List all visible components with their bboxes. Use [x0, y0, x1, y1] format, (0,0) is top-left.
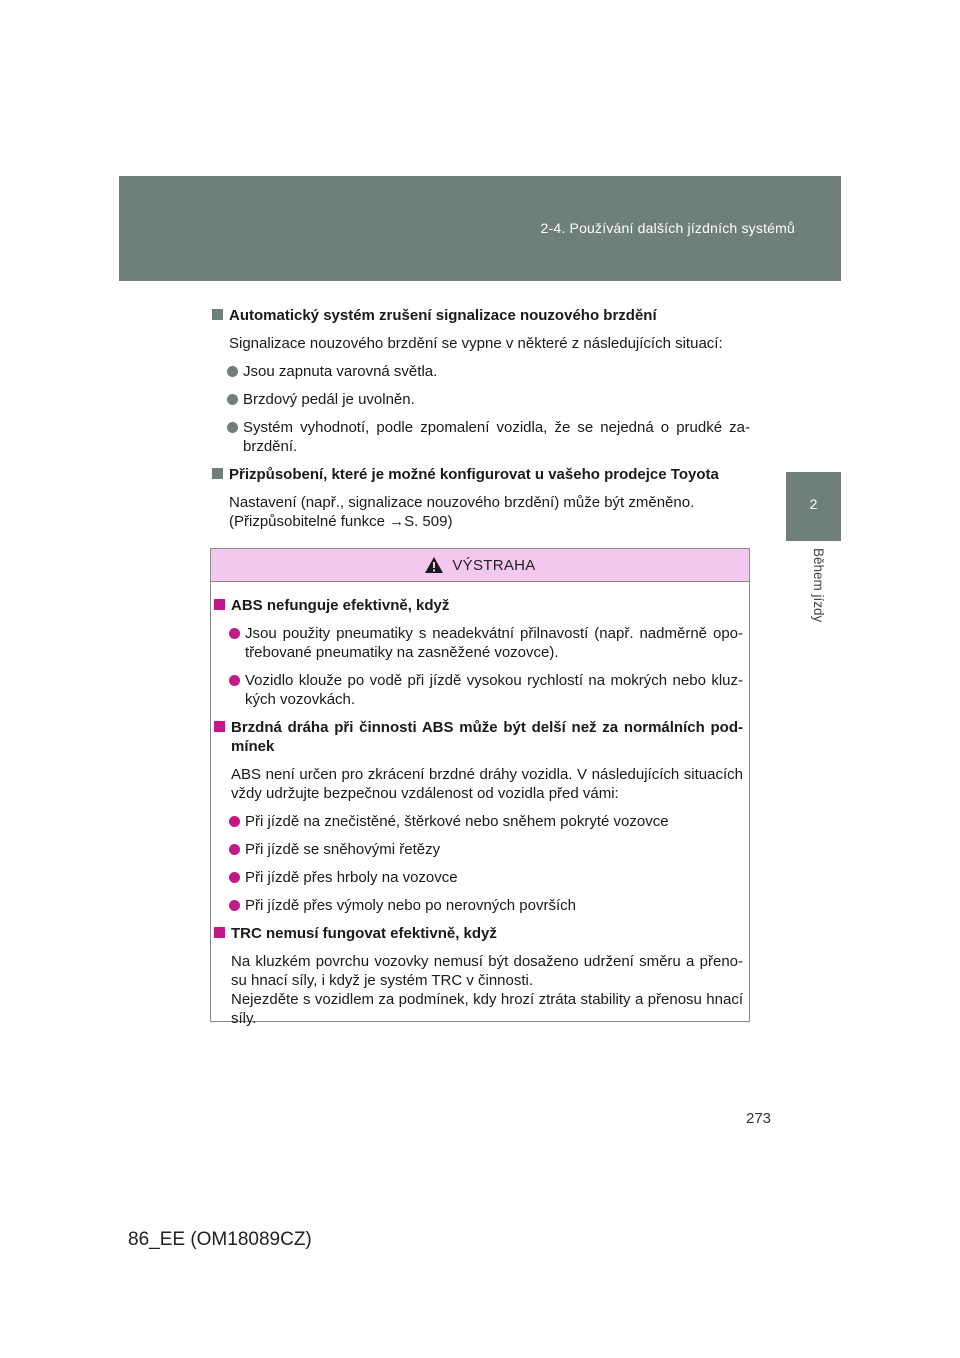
circle-bullet-icon: [229, 900, 240, 911]
section-heading: Přizpůsobení, které je možné konfigurovat u vašeho prodejce Toyota: [212, 465, 750, 484]
main-content: [212, 306, 750, 540]
warning-heading: TRC nemusí fungovat efektivně, když: [214, 924, 743, 943]
square-bullet-icon: [212, 468, 223, 479]
list-item: Při jízdě přes hrboly na vozovce: [214, 868, 743, 887]
paragraph: Nastavení (např., signalizace nouzového brzdění) může být změněno. (Přizpůsobitelné funkce →S. 509): [229, 494, 695, 530]
warning-heading: Brzdná dráha při činnosti ABS může být delší než za normálních pod-mínek: [214, 718, 743, 756]
header-band: [119, 176, 841, 281]
paragraph: Signalizace nouzového brzdění se vypne v některé z následujících situací:: [229, 335, 723, 352]
circle-bullet-icon: [229, 816, 240, 827]
list-item: Jsou použity pneumatiky s neadekvátní přilnavostí (např. nadměrně opo-třebované pneumatiky na zasněžené vozovce).: [214, 624, 743, 662]
section-title: 2-4. Používání dalších jízdních systémů: [540, 220, 795, 236]
circle-bullet-icon: [227, 394, 238, 405]
circle-bullet-icon: [229, 844, 240, 855]
square-bullet-icon: [214, 721, 225, 732]
circle-bullet-icon: [229, 872, 240, 883]
section-heading: Automatický systém zrušení signalizace nouzového brzdění: [212, 306, 750, 325]
list-item: Při jízdě přes výmoly nebo po nerovných površích: [214, 896, 743, 915]
list-item: Při jízdě se sněhovými řetězy: [214, 840, 743, 859]
chapter-number: 2: [809, 496, 818, 512]
warning-triangle-icon: [424, 556, 444, 574]
paragraph: ABS není určen pro zkrácení brzdné dráhy vozidla. V následujících situacích vždy udržujte bezpečnou vzdálenost od vozidla před vámi:: [231, 766, 743, 802]
chapter-tab: [786, 472, 841, 541]
warning-heading: ABS nefunguje efektivně, když: [214, 596, 743, 615]
list-item: Systém vyhodnotí, podle zpomalení vozidla, že se nejedná o prudké za-brzdění.: [212, 418, 750, 456]
document-code: 86_EE (OM18089CZ): [128, 1229, 312, 1250]
paragraph: Na kluzkém povrchu vozovky nemusí být dosaženo udržení směru a přeno-su hnací síly, i když je systém TRC v činnosti. Nejezděte s vozidlem za podmínek, kdy hrozí ztráta stability a přenosu hnací síly.: [231, 953, 743, 1027]
warning-title: VÝSTRAHA: [452, 556, 536, 574]
list-item: Vozidlo klouže po vodě při jízdě vysokou rychlostí na mokrých nebo kluz-kých vozovkách.: [214, 671, 743, 709]
square-bullet-icon: [212, 309, 223, 320]
warning-body: [211, 582, 749, 1028]
square-bullet-icon: [214, 927, 225, 938]
circle-bullet-icon: [227, 366, 238, 377]
chapter-label: Během jízdy: [811, 548, 826, 623]
square-bullet-icon: [214, 599, 225, 610]
list-item: Při jízdě na znečistěné, štěrkové nebo sněhem pokryté vozovce: [214, 812, 743, 831]
warning-header: [211, 549, 749, 582]
list-item: Jsou zapnuta varovná světla.: [212, 362, 750, 381]
circle-bullet-icon: [229, 675, 240, 686]
circle-bullet-icon: [229, 628, 240, 639]
circle-bullet-icon: [227, 422, 238, 433]
page-number: 273: [746, 1110, 772, 1127]
list-item: Brzdový pedál je uvolněn.: [212, 390, 750, 409]
warning-box: [210, 548, 750, 1027]
